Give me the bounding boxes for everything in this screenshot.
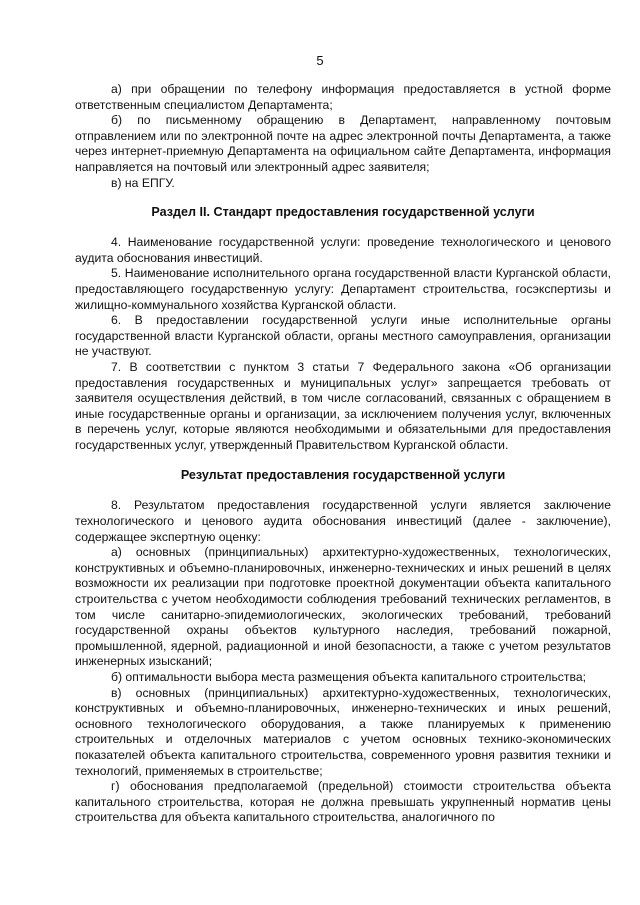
page-number: 5 xyxy=(316,53,324,68)
paragraph-5: 5. Наименование исполнительного органа государственной власти Курганской области, предоставляющего государственную услугу: Департамент строительства, госэкспертизы и жилищно-коммунального хозяйства Курганской области. xyxy=(75,266,611,312)
paragraph-8: 8. Результатом предоставления государственной услуги является заключение технологического и ценового аудита обоснования инвестиций (далее - заключение), содержащее экспертную оценку: xyxy=(75,498,611,544)
paragraph-8-v: в) основных (принципиальных) архитектурно-художественных, технологических, конструктивных и объемно-планировочных, инженерно-технических и иных решений, основного технологического оборудования, а также планируемых к применению строительных и отделочных материалов с учетом основных технико-экономических показателей объекта капитального строительства, современного уровня развития техники и технологий, применяемых в строительстве; xyxy=(75,685,611,778)
paragraph-6: 6. В предоставлении государственной услуги иные исполнительные органы государственной власти Курганской области, органы местного самоуправления, организации не участвуют. xyxy=(75,313,611,359)
paragraph-item-v: в) на ЕПГУ. xyxy=(111,175,175,190)
paragraph-item-a: а) при обращении по телефону информация предоставляется в устной форме ответственным специалистом Департамента; xyxy=(75,82,611,112)
paragraph-8-g: г) обоснования предполагаемой (предельной) стоимости строительства объекта капитального строительства, которая не должна превышать укрупненный норматив цены строительства для объекта капитального строительства, аналогичного по xyxy=(75,779,611,825)
section-heading: Раздел II. Стандарт предоставления государственной услуги xyxy=(151,205,535,220)
paragraph-8-a: а) основных (принципиальных) архитектурно-художественных, технологических, конструктивных и объемно-планировочных, инженерно-технических и иных решений в целях возможности их реализации при подготовке проектной документации объекта капитального строительства с учетом необходимости соблюдения требований технических регламентов, в том числе санитарно-эпидемиологических, экологических требований, требований государственной охраны объектов культурного наследия, требований пожарной, промышленной, ядерной, радиационной и иной безопасности, а также с учетом результатов инженерных изысканий; xyxy=(75,545,611,669)
paragraph-item-b: б) по письменному обращению в Департамент, направленному почтовым отправлением или по электронной почте на адрес электронной почты Департамента, а также через интернет-приемную Департамента на официальном сайте Департамента, информация направляется на почтовый или электронный адрес заявителя; xyxy=(75,113,611,174)
paragraph-4: 4. Наименование государственной услуги: проведение технологического и ценового аудита обоснования инвестиций. xyxy=(75,235,611,265)
subsection-heading: Результат предоставления государственной услуги xyxy=(180,468,506,483)
paragraph-8-b: б) оптимальности выбора места размещения объекта капитального строительства; xyxy=(111,670,586,684)
paragraph-7: 7. В соответствии с пунктом 3 статьи 7 Федерального закона «Об организации предоставления государственных и муниципальных услуг» запрещается требовать от заявителя осуществления действий, в том числе согласований, связанных с обращением в иные государственные органы и организации, за исключением получения услуг, включенных в перечень услуг, которые являются необходимыми и обязательными для предоставления государственных услуг, утвержденный Правительством Курганской области. xyxy=(75,359,611,452)
document-body xyxy=(75,82,611,826)
